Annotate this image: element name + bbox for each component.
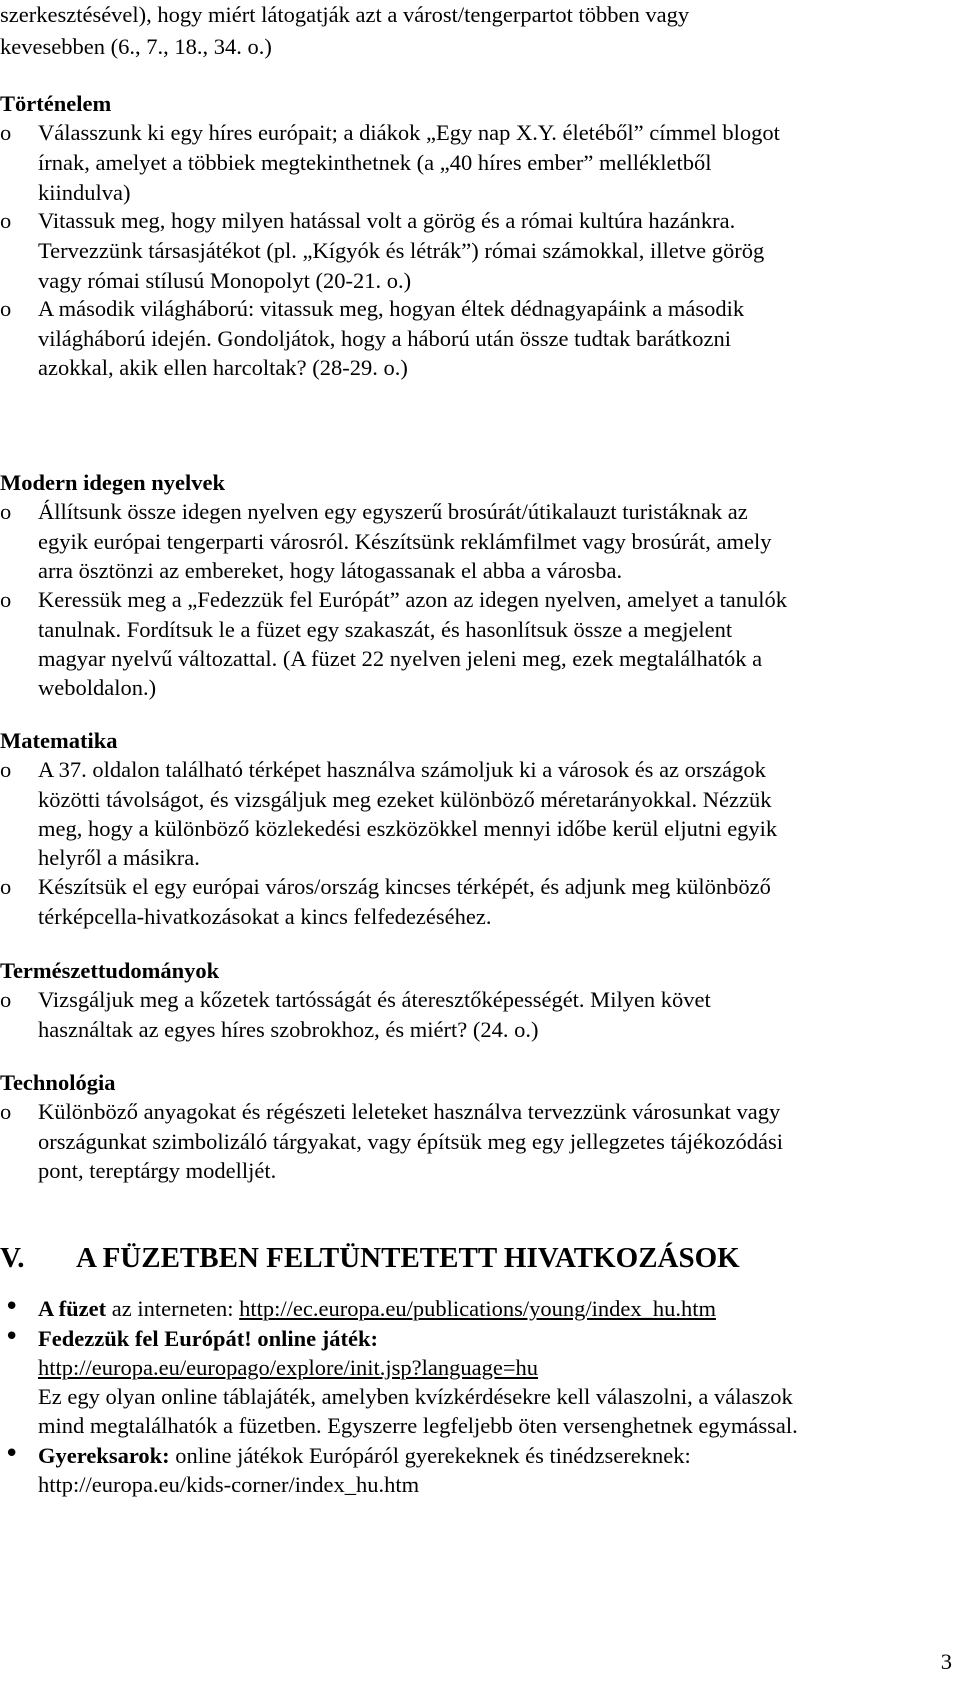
list-marker: o (0, 987, 12, 1012)
list-item-line: használtak az egyes híres szobrokhoz, és miért? (24. o.) (38, 1017, 539, 1042)
bullet-icon: • (4, 1322, 20, 1352)
section-title-technologia: Technológia (0, 1070, 116, 1095)
section-title-tortenelem: Történelem (0, 91, 112, 116)
list-item-line: Készítsük el egy európai város/ország kincses térképét, és adjunk meg különböző (38, 874, 771, 899)
reference-text: online játékok Európáról gyerekeknek és tinédzsereknek: (169, 1443, 691, 1468)
list-marker: o (0, 499, 12, 524)
list-item-line: arra ösztönzi az embereket, hogy látogassanak el abba a városba. (38, 558, 623, 583)
list-marker: o (0, 874, 12, 899)
list-item-line: közötti távolságot, és vizsgáljuk meg ezeket különböző méretarányokkal. Nézzük (38, 787, 772, 812)
section-title-modern: Modern idegen nyelvek (0, 470, 225, 495)
list-item-line: Vizsgáljuk meg a kőzetek tartósságát és áteresztőképességét. Milyen követ (38, 987, 711, 1012)
list-item-line: egyik európai tengerparti városról. Készítsünk reklámfilmet vagy brosúrát, amely (38, 529, 772, 554)
reference-description: mind megtalálhatók a füzetben. Egyszerre legfeljebb öten versenghetnek egymással. (38, 1413, 798, 1438)
bullet-icon: • (4, 1292, 20, 1322)
bullet-icon: • (4, 1439, 20, 1469)
reference-label: A füzet (38, 1296, 107, 1321)
list-marker: o (0, 587, 12, 612)
section-title-termeszettudomanyok: Természettudományok (0, 958, 220, 983)
list-marker: o (0, 120, 12, 145)
page-number: 3 (940, 1649, 952, 1674)
list-item-line: Különböző anyagokat és régészeti leleteket használva tervezzünk városunkat vagy (38, 1099, 781, 1124)
list-item-line: magyar nyelvű változattal. (A füzet 22 nyelven jeleni meg, ezek megtalálhatók a (38, 646, 763, 671)
list-item-line: Keressük meg a „Fedezzük fel Európát” azon az idegen nyelven, amelyet a tanulók (38, 587, 788, 612)
intro-line-1: szerkesztésével), hogy miért látogatják azt a várost/tengerpartot többen vagy (0, 2, 690, 27)
reference-link[interactable]: http://europa.eu/kids-corner/index_hu.htm (38, 1472, 420, 1497)
list-item-line: azokkal, akik ellen harcoltak? (28-29. o.) (38, 355, 408, 380)
list-marker: o (0, 208, 12, 233)
list-item-line: Állítsunk össze idegen nyelven egy egyszerű brosúrát/útikalauzt turistáknak az (38, 499, 748, 524)
intro-line-2: kevesebben (6., 7., 18., 34. o.) (0, 34, 272, 59)
list-item-line: vagy római stílusú Monopolyt (20-21. o.) (38, 268, 412, 293)
list-item-line: világháború idején. Gondoljátok, hogy a háború után össze tudtak barátkozni (38, 326, 731, 351)
list-item-line: kiindulva) (38, 180, 131, 205)
list-item-line: A második világháború: vitassuk meg, hogyan éltek dédnagyapáink a második (38, 296, 745, 321)
list-item-line: országunkat szimbolizáló tárgyakat, vagy építsük meg egy jellegzetes tájékozódási (38, 1129, 783, 1154)
list-item-line: A 37. oldalon található térképet használva számoljuk ki a városok és az országok (38, 757, 766, 782)
reference-item-gyereksarok (38, 1441, 691, 1471)
reference-item-fuzet (38, 1294, 716, 1324)
section-title-matematika: Matematika (0, 728, 118, 753)
reference-link[interactable]: http://ec.europa.eu/publications/young/index_hu.htm (239, 1296, 716, 1321)
list-item-line: Tervezzünk társasjátékot (pl. „Kígyók és létrák”) római számokkal, illetve görög (38, 238, 765, 263)
list-item-line: helyről a másikra. (38, 845, 200, 870)
reference-label: Gyereksarok: (38, 1443, 170, 1468)
list-item-line: pont, tereptárgy modelljét. (38, 1158, 277, 1183)
list-marker: o (0, 1099, 12, 1124)
chapter-title: A FÜZETBEN FELTÜNTETETT HIVATKOZÁSOK (76, 1242, 740, 1274)
reference-text: az interneten: (106, 1296, 240, 1321)
reference-label: Fedezzük fel Európát! online játék: (38, 1326, 378, 1351)
chapter-number: V. (0, 1242, 25, 1274)
reference-link[interactable]: http://europa.eu/europago/explore/init.jsp?language=hu (38, 1355, 539, 1380)
list-item-line: weboldalon.) (38, 675, 157, 700)
list-item-line: Válasszunk ki egy híres európait; a diákok „Egy nap X.Y. életéből” címmel blogot (38, 120, 780, 145)
list-item-line: térképcella-hivatkozásokat a kincs felfedezéséhez. (38, 904, 492, 929)
reference-description: Ez egy olyan online táblajáték, amelyben kvízkérdésekre kell válaszolni, a válaszok (38, 1384, 793, 1409)
list-item-line: írnak, amelyet a többiek megtekinthetnek (a „40 híres ember” mellékletből (38, 150, 712, 175)
list-item-line: tanulnak. Fordítsuk le a füzet egy szakaszát, és hasonlítsuk össze a megjelent (38, 617, 733, 642)
list-item-line: meg, hogy a különböző közlekedési eszközökkel mennyi időbe kerül eljutni egyik (38, 816, 778, 841)
list-item-line: Vitassuk meg, hogy milyen hatással volt a görög és a római kultúra hazánkra. (38, 208, 736, 233)
list-marker: o (0, 757, 12, 782)
list-marker: o (0, 296, 12, 321)
